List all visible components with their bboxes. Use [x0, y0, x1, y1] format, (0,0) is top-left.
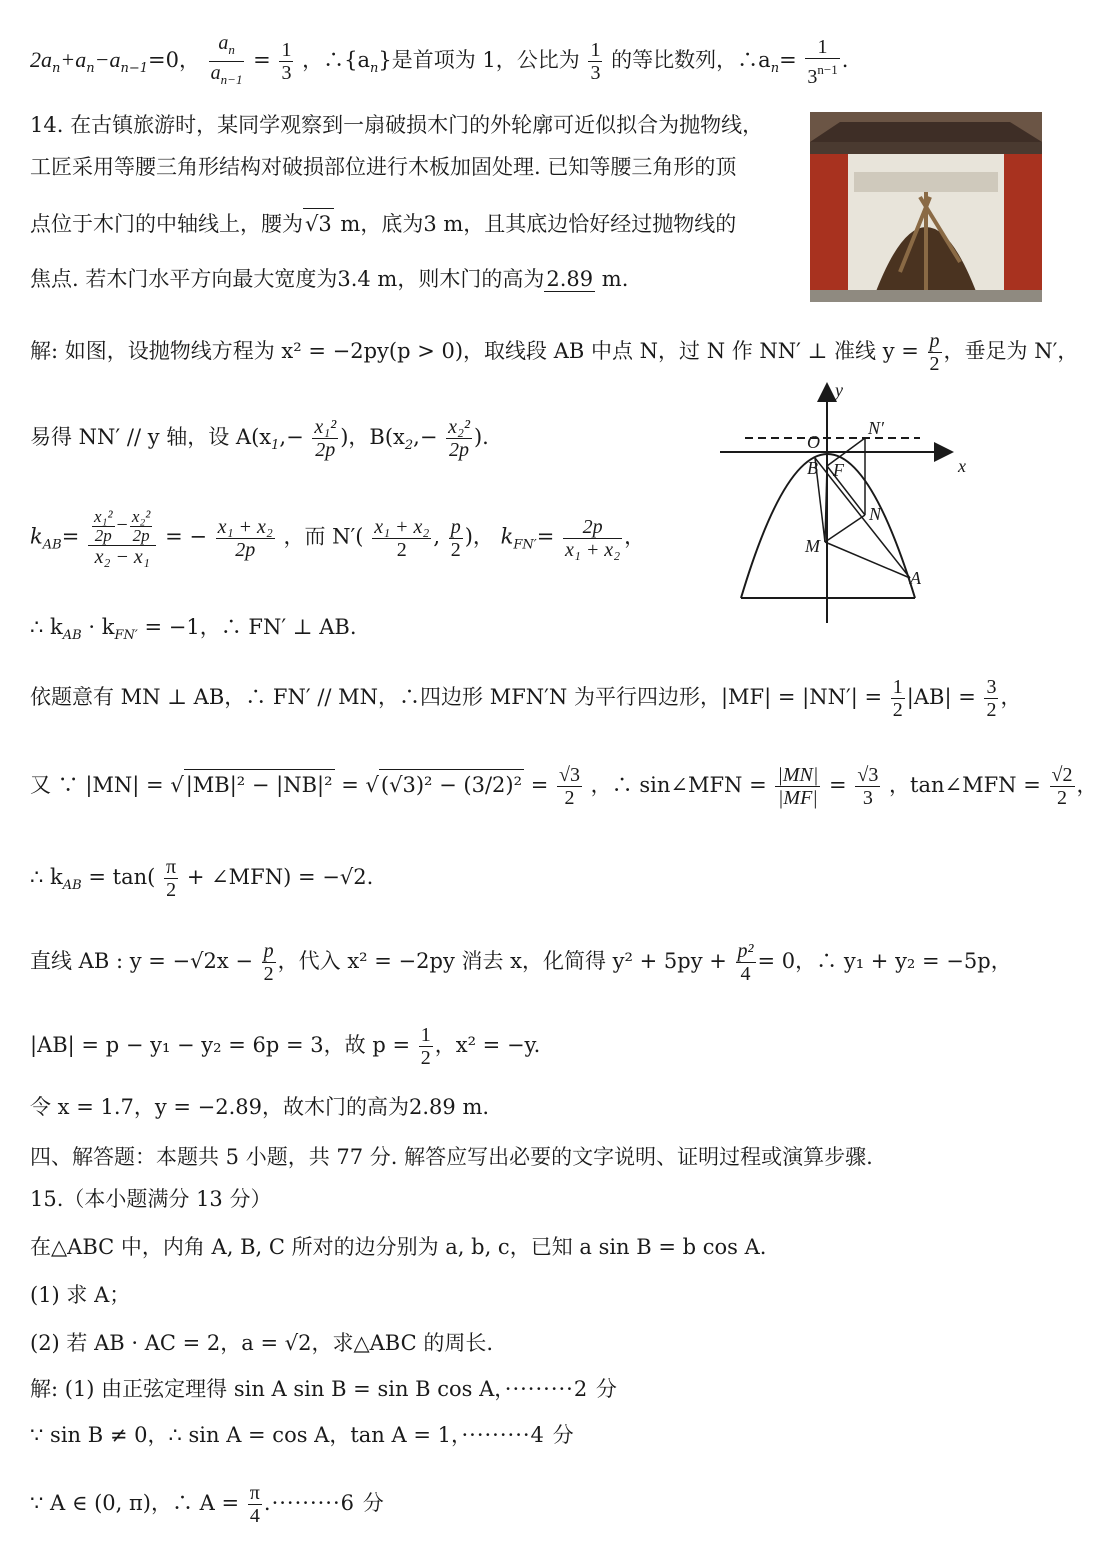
- answer-blank: 2.89: [546, 267, 594, 291]
- sol14-line1: 解: 如图，设抛物线方程为 x² = −2py(p > 0)，取线段 AB 中点 N，过 N 作 NN′ ⊥ 准线 y = $\frac{p}{2}$ ，垂足为 N′，: [30, 330, 1079, 375]
- q15-part2: (2) 若 AB · AC = 2，a = √2，求△ABC 的周长.: [30, 1331, 494, 1355]
- label-x: x: [958, 456, 966, 476]
- q14-line3: 点位于木门的中轴线上，腰为√3 m，底为3 m，且其底边恰好经过抛物线的: [30, 208, 736, 239]
- q14-line2: 工匠采用等腰三角形结构对破损部位进行木板加固处理. 已知等腰三角形的顶: [30, 155, 737, 179]
- label-B: B: [807, 458, 818, 478]
- one-third-fraction: $\frac{1}{3}$: [281, 39, 292, 84]
- sol14-slope-line: $k_{AB}=$ $\frac{\text{x₁²}}{2p}$ − $\frac{\text{x₂²}}{2p}$ x₂ − x₁ = − $\frac{\text{x₁ + x₂}}{2p}$ ，而 N′( $\frac{\text{x₁ + x₂}}{2}$ , $\frac{p}{2}$ )， $k_{FN'}=$ $\frac{2p}{\text{x₁ + x₂}}$ ，: [30, 507, 646, 568]
- ratio-one-third: $\frac{1}{3}$: [590, 39, 601, 84]
- sol14-line2: 易得 NN′ // y 轴，设 $A(x_1,-$ $\frac{\text{x₁²}}{2p}$ )，$B(x_2,-$ $\frac{\text{x₂²}}{2p}$ ).: [30, 416, 489, 461]
- p-over-2: $\frac{p}{2}$: [929, 330, 940, 375]
- ratio-fraction: $\frac{a_n}{a_{n-1}}$: [210, 32, 243, 87]
- q15-title: 15.（本小题满分 13 分）: [30, 1187, 272, 1211]
- sol14-line-ab: 直线 AB : y = −√2x − $\frac{p}{2}$ ，代入 x² = −2py 消去 x，化简得 y² + 5py + $\frac{\text{p²}}{4}$ = 0，∴ y₁ + y₂ = −5p，: [30, 940, 1012, 985]
- q15-sol3: ∵ A ∈ (0, π)，∴ A = $\frac{\pi}{4}$ .·········6 分: [30, 1482, 385, 1527]
- label-A: A: [910, 568, 921, 588]
- wooden-door-photo: [810, 112, 1042, 302]
- sol14-final: 令 x = 1.7，y = −2.89，故木门的高为2.89 m.: [30, 1095, 490, 1119]
- sol14-tan-line: ∴ $k_{AB} = \tan$( $\frac{\pi}{2}$ + ∠MFN) = −√2.: [30, 856, 374, 901]
- q15-sol2: ∵ sin B ≠ 0，∴ sin A = cos A，tan A = 1，·········4 分: [30, 1423, 575, 1447]
- general-term-fraction: $\frac{1}{3^{n-1}}$: [807, 35, 838, 88]
- sol14-sin-line: 又 ∵ |MN| = √|MB|² − |NB|² = √(√3)² − (3/2)² = $\frac{√3}{2}$ ，∴ sin∠MFN = $\frac{|MN|}{|MF|}$ = $\frac{√3}{3}$ ，tan∠MFN = $\frac{√2}{2}$ ，: [30, 764, 1098, 809]
- sol14-perp-line: ∴ $k_{AB} \cdot k_{FN'} = -1$，∴ FN′ ⊥ AB.: [30, 615, 357, 643]
- label-N: N: [869, 504, 882, 524]
- label-M: M: [805, 536, 820, 556]
- q15-part1: (1) 求 A；: [30, 1283, 131, 1307]
- q14-line1: 14. 在古镇旅游时，某同学观察到一扇破损木门的外轮廓可近似拟合为抛物线，: [30, 113, 764, 137]
- q15-sol1: 解: (1) 由正弦定理得 sin A sin B = sin B cos A，·········2 分: [30, 1377, 618, 1401]
- label-F: F: [833, 460, 844, 480]
- slope-big-fraction: $\frac{\text{x₁²}}{2p}$ − $\frac{\text{x₂²}}{2p}$ x₂ − x₁: [88, 508, 156, 568]
- sol14-parallelogram-line: 依题意有 MN ⊥ AB，∴ FN′ // MN，∴四边形 MFN′N 为平行四边形，|MF| = |NN′| = $\frac{1}{2}$ |AB| = $\frac{3}{2}$ ，: [30, 676, 1022, 721]
- q14-line4: 焦点. 若木门水平方向最大宽度为3.4 m，则木门的高为2.89 m.: [30, 267, 629, 291]
- label-O: O: [807, 432, 820, 452]
- label-Np: N′: [868, 418, 884, 438]
- label-y: y: [835, 380, 843, 400]
- parabola-diagram: [715, 380, 995, 625]
- section-4-heading: 四、解答题：本题共 5 小题，共 77 分. 解答应写出必要的文字说明、证明过程或演算步骤.: [30, 1145, 873, 1169]
- q15-stem: 在△ABC 中，内角 A, B, C 所对的边分别为 a, b, c，已知 a sin B = b cos A.: [30, 1235, 767, 1259]
- sol14-ab-length: |AB| = p − y₁ − y₂ = 6p = 3，故 p = $\frac{1}{2}$ ，x² = −y.: [30, 1024, 541, 1069]
- line-sequence: $2a_n+a_n-a_{n-1}=0$， $\frac{a_n}{a_{n-1}}$ = $\frac{1}{3}$ ，$\therefore\{a_n\}$是首项为 1，公比为 $\frac{1}{3}$ 的等比数列，$\therefore a_n=$ $\frac{1}{3^{n-1}}$ .: [30, 32, 848, 91]
